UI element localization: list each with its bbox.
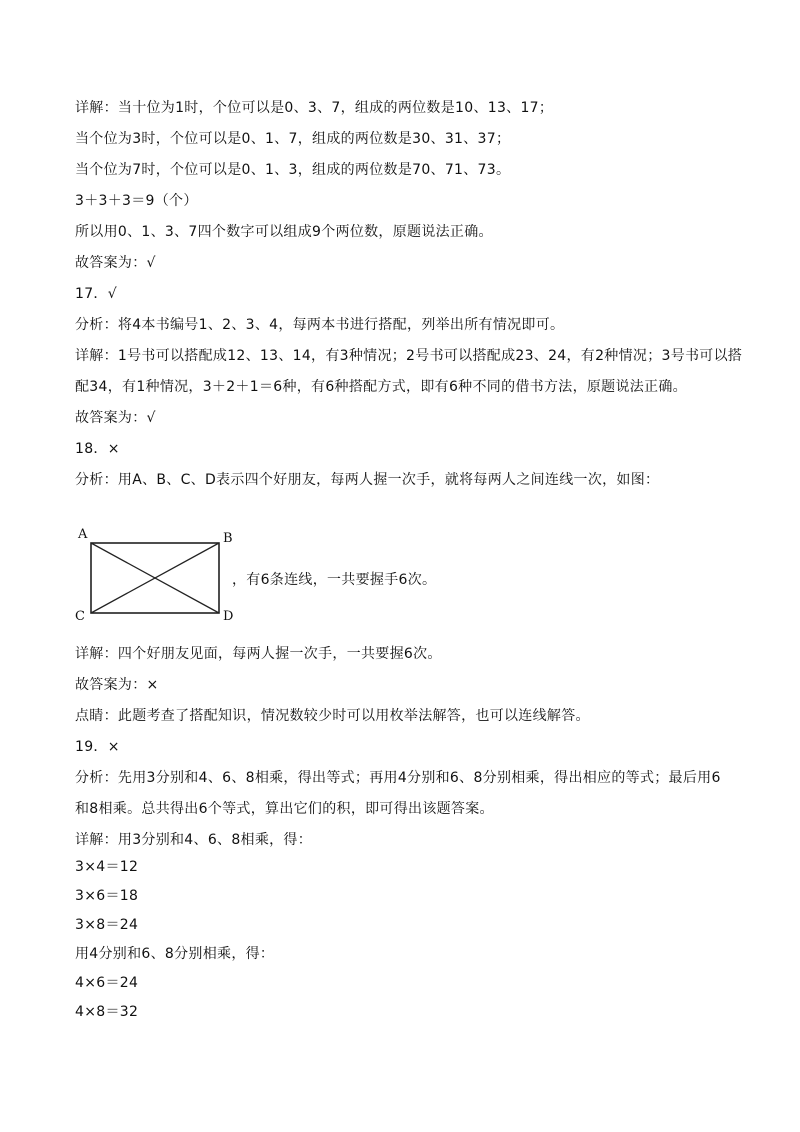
text-line: 分析：将4本书编号1、2、3、4，每两本书进行搭配，列举出所有情况即可。 [75, 317, 565, 333]
question-number: 18．× [75, 441, 120, 457]
text-line: 详解：1号书可以搭配成12、13、14，有3种情况；2号书可以搭配成23、24，有2种情况；3号书可以搭 [75, 348, 743, 364]
equation: 4×8＝32 [75, 1004, 139, 1020]
vertex-label-b: B [223, 531, 233, 546]
text-line: 故答案为：√ [75, 255, 156, 271]
text-line: 故答案为：× [75, 677, 159, 693]
text-line: 详解：用3分别和4、6、8相乘，得： [75, 832, 313, 848]
text-line: 和8相乘。总共得出6个等式，算出它们的积，即可得出该题答案。 [75, 801, 494, 817]
text-line: 当个位为3时，个位可以是0、1、7，组成的两位数是30、31、37； [75, 131, 511, 147]
text-line: 配34，有1种情况，3＋2＋1＝6种，有6种搭配方式，即有6种不同的借书方法，原题说法正确。 [75, 379, 687, 395]
text-line: 分析：先用3分别和4、6、8相乘，得出等式；再用4分别和6、8分别相乘，得出相应的等式；最后用6 [75, 770, 721, 786]
text-line: 点睛：此题考查了搭配知识，情况数较少时可以用枚举法解答，也可以连线解答。 [75, 708, 590, 724]
equation: 3×8＝24 [75, 917, 139, 933]
diagram-caption: ，有6条连线，一共要握手6次。 [232, 572, 437, 588]
text-line: 3＋3＋3＝9（个） [75, 193, 198, 209]
text-line: 当个位为7时，个位可以是0、1、3，组成的两位数是70、71、73。 [75, 162, 511, 178]
text-line: 故答案为：√ [75, 410, 156, 426]
text-line: 详解：四个好朋友见面，每两人握一次手，一共要握6次。 [75, 646, 442, 662]
text-line: 用4分别和6、8分别相乘，得： [75, 946, 275, 962]
vertex-label-c: C [75, 609, 85, 624]
text-line: 所以用0、1、3、7四个数字可以组成9个两位数，原题说法正确。 [75, 224, 493, 240]
question-number: 17．√ [75, 286, 117, 302]
equation: 3×6＝18 [75, 888, 139, 904]
question-number: 19．× [75, 739, 120, 755]
text-line: 详解：当十位为1时，个位可以是0、3、7，组成的两位数是10、13、17； [75, 100, 554, 116]
vertex-label-d: D [223, 609, 234, 624]
equation: 3×4＝12 [75, 859, 139, 875]
equation: 4×6＝24 [75, 975, 139, 991]
vertex-label-a: A [78, 527, 88, 542]
handshake-diagram [72, 527, 252, 627]
text-line: 分析：用A、B、C、D表示四个好朋友，每两人握一次手，就将每两人之间连线一次，如图： [75, 472, 660, 488]
